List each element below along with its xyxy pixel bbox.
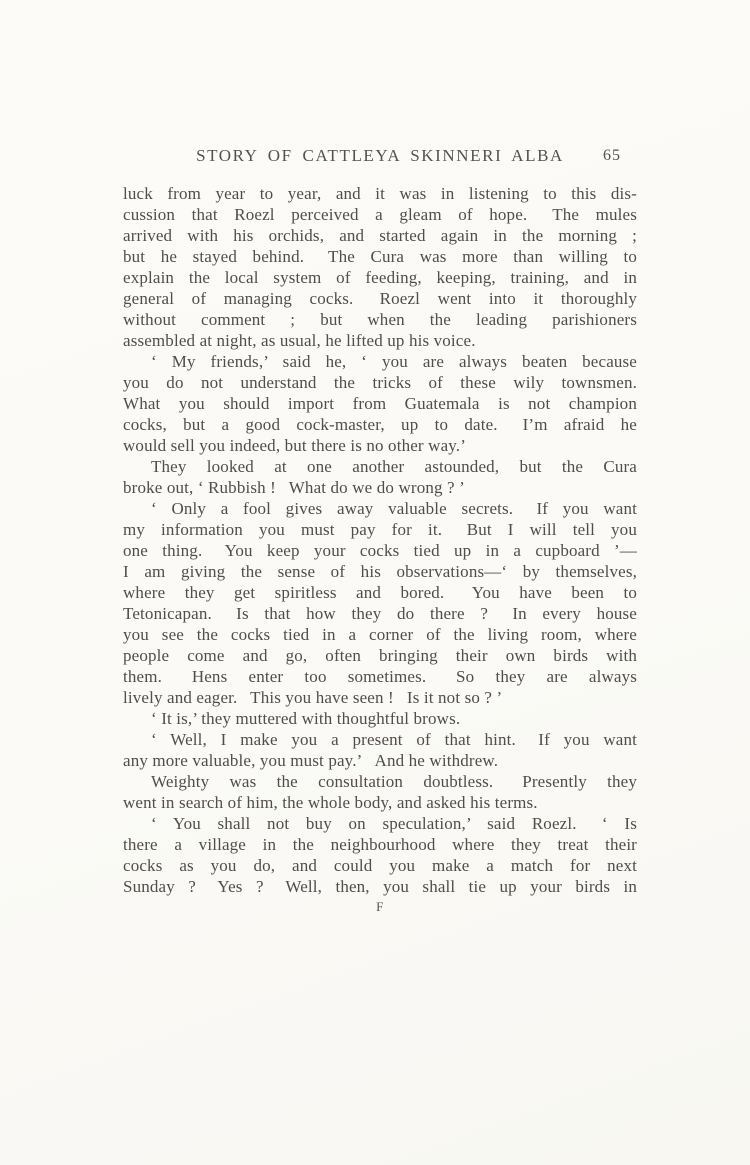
running-head-title: STORY OF CATTLEYA SKINNERI ALBA [196,146,564,165]
text-line: where they get spiritless and bored. You have been to [123,583,637,602]
text-line: any more valuable, you must pay.’ And he withdrew. [123,751,499,770]
text-line: ‘ You shall not buy on speculation,’ said Roezl. ‘ Is [151,814,637,833]
text-line: would sell you indeed, but there is no other way.’ [123,436,467,455]
text-block [123,146,637,915]
text-line: arrived with his orchids, and started again in the morning ; [123,226,637,245]
text-line: you see the cocks tied in a corner of the living room, where [123,625,637,644]
text-line: Weighty was the consultation doubtless. Presently they [151,772,637,791]
running-head [123,146,637,168]
text-line: people come and go, often bringing their own birds with [123,646,637,665]
body-text [123,183,637,897]
page-number: 65 [603,147,621,164]
text-line: ‘ Well, I make you a present of that hint. If you want [151,730,637,749]
text-line: you do not understand the tricks of these wily townsmen. [123,373,637,392]
text-line: them. Hens enter too sometimes. So they are always [123,667,637,686]
text-line: explain the local system of feeding, keeping, training, and in [123,268,637,287]
text-line: luck from year to year, and it was in listening to this dis- [123,184,637,203]
text-line: lively and eager. This you have seen ! Is it not so ? ’ [123,688,503,707]
text-line: What you should import from Guatemala is not champion [123,394,637,413]
text-line: ‘ Only a fool gives away valuable secrets. If you want [151,499,637,518]
text-line: one thing. You keep your cocks tied up in a cupboard ’— [123,541,637,560]
text-line: my information you must pay for it. But I will tell you [123,520,637,539]
text-line: assembled at night, as usual, he lifted up his voice. [123,331,476,350]
text-line: I am giving the sense of his observations—‘ by themselves, [123,562,637,581]
text-line: Sunday ? Yes ? Well, then, you shall tie up your birds in [123,877,637,896]
text-line: Tetonicapan. Is that how they do there ? In every house [123,604,637,623]
text-line: general of managing cocks. Roezl went into it thoroughly [123,289,637,308]
text-line: cocks as you do, and could you make a match for next [123,856,637,875]
text-line: went in search of him, the whole body, and asked his terms. [123,793,538,812]
text-line: but he stayed behind. The Cura was more than willing to [123,247,637,266]
text-line: without comment ; but when the leading parishioners [123,310,637,329]
text-line: broke out, ‘ Rubbish ! What do we do wrong ? ’ [123,478,465,497]
text-line: cocks, but a good cock-master, up to date. I’m afraid he [123,415,637,434]
text-line: ‘ It is,’ they muttered with thoughtful brows. [151,709,461,728]
text-line: there a village in the neighbourhood where they treat their [123,835,637,854]
text-line: cussion that Roezl perceived a gleam of hope. The mules [123,205,637,224]
text-line: They looked at one another astounded, but the Cura [151,457,637,476]
signature-mark: F [376,899,384,914]
text-line: ‘ My friends,’ said he, ‘ you are always beaten because [151,352,637,371]
